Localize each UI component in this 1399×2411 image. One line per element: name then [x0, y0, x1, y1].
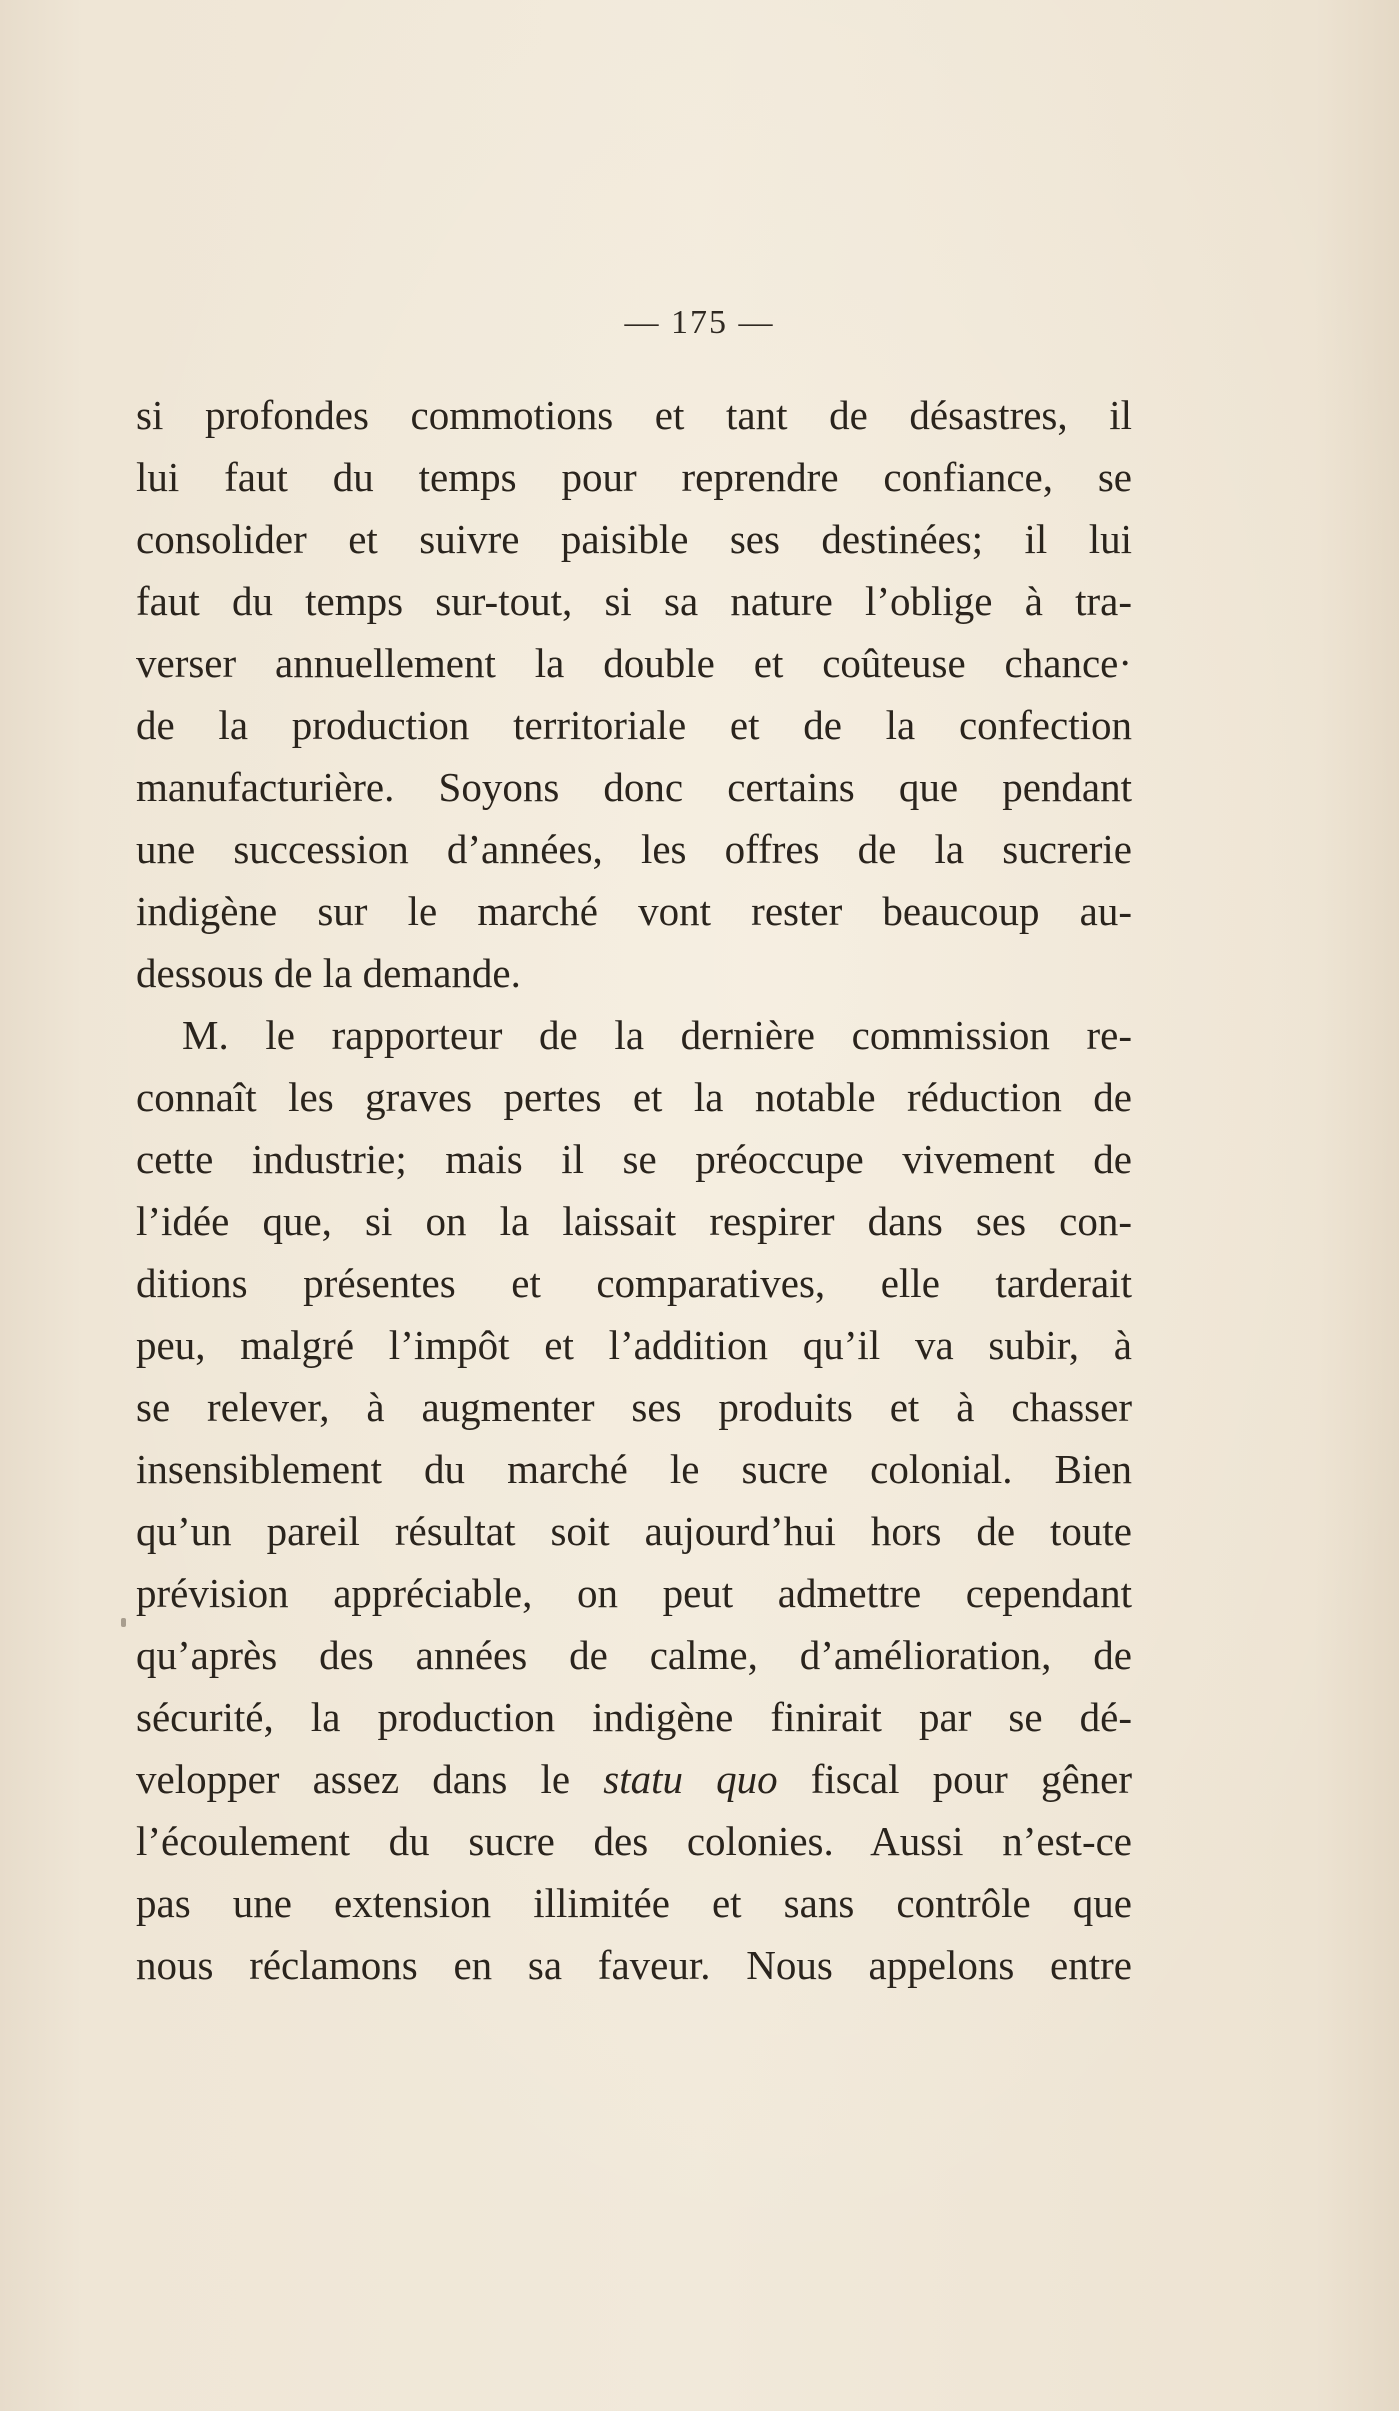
text-line: cette industrie; mais il se préoccupe vivement de — [136, 1136, 1132, 1182]
text-line: une succession d’années, les offres de la sucrerie — [136, 826, 1132, 872]
text-line: qu’un pareil résultat soit aujourd’hui hors de toute — [136, 1508, 1132, 1554]
text-line: peu, malgré l’impôt et l’addition qu’il va subir, à — [136, 1322, 1132, 1368]
page-number: — 175 — — [624, 304, 775, 341]
text-line: indigène sur le marché vont rester beaucoup au- — [136, 888, 1132, 934]
paper-speck — [121, 1618, 126, 1627]
text-segment: fiscal pour gêner — [810, 1756, 1133, 1802]
text-line: l’écoulement du sucre des colonies. Aussi n’est-ce — [136, 1818, 1132, 1864]
text-line-italic — [136, 1748, 1132, 1810]
text-line: qu’après des années de calme, d’amélioration, de — [136, 1632, 1132, 1678]
text-line: sécurité, la production indigène finirait par se dé- — [136, 1694, 1132, 1740]
text-line: ditions présentes et comparatives, elle tarderait — [136, 1260, 1132, 1306]
body-text — [136, 384, 1132, 1996]
text-line: insensiblement du marché le sucre colonial. Bien — [136, 1446, 1132, 1492]
text-line: manufacturière. Soyons donc certains que pendant — [136, 764, 1132, 810]
text-line: se relever, à augmenter ses produits et à chasser — [136, 1384, 1132, 1430]
text-line: M. le rapporteur de la dernière commission re- — [182, 1012, 1132, 1058]
text-line: connaît les graves pertes et la notable réduction de — [136, 1074, 1132, 1120]
italic-phrase: statu quo — [603, 1756, 778, 1802]
text-line: nous réclamons en sa faveur. Nous appelons entre — [136, 1942, 1132, 1988]
text-line: si profondes commotions et tant de désastres, il — [136, 392, 1132, 438]
text-line: prévision appréciable, on peut admettre cependant — [136, 1570, 1132, 1616]
text-line: faut du temps sur-tout, si sa nature l’oblige à tra- — [136, 578, 1132, 624]
text-line: pas une extension illimitée et sans contrôle que — [136, 1880, 1132, 1926]
text-line: consolider et suivre paisible ses destinées; il lui — [136, 516, 1132, 562]
text-line: de la production territoriale et de la confection — [136, 702, 1132, 748]
text-line: lui faut du temps pour reprendre confiance, se — [136, 454, 1132, 500]
text-line: verser annuellement la double et coûteuse chance· — [136, 640, 1132, 686]
text-line: l’idée que, si on la laissait respirer dans ses con- — [136, 1198, 1132, 1244]
text-segment: velopper assez dans le — [136, 1756, 571, 1802]
text-line: dessous de la demande. — [136, 950, 521, 996]
